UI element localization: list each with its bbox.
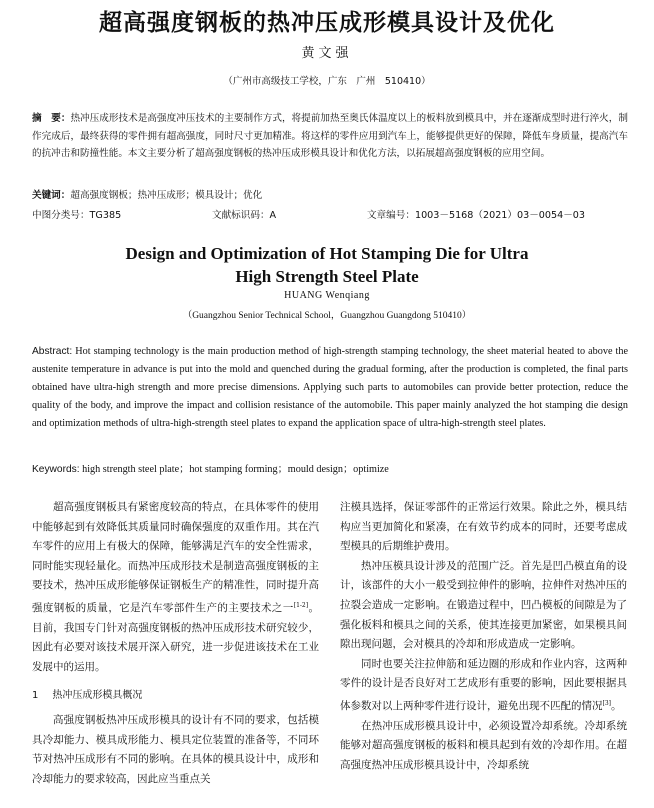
english-title	[0, 242, 654, 288]
right-continued-paragraph: 注模具选择，保证零部件的正常运行效果。除此之外，模具结构应当更加简化和紧凑，在有效节约成本的同时，还要考虑成型模具的后期维护费用。	[340, 501, 627, 553]
english-abstract-text: Hot stamping technology is the main production method of high-strength stamping technology, the sheet material heated to above the austenite temperature in advance is put into the mold and quenched during the gradual forming, after the production is completed, the final parts obtained have ultra-high strength and more precise dimensions. Applying such parts to automobiles can provide better protection, reduce the quality of the body, and improve the impact and collision resistance of the automobile. This paper mainly analyzed the hot stamping die design and optimization methods of ultra-high-strength steel plates to expand the application space of ultra-high-strength steel plates.	[32, 346, 629, 430]
clc-number: 中图分类号：TG385	[32, 210, 122, 221]
english-keywords	[32, 460, 628, 475]
chinese-title: 超高强度钢板的热冲压成形模具设计及优化	[99, 10, 555, 36]
section-heading-1	[32, 677, 319, 711]
chinese-author: 黄文强	[301, 46, 353, 61]
english-abstract	[32, 343, 628, 433]
section-number: 1	[32, 690, 39, 702]
chinese-abstract-text: 热冲压成形技术是高强度冲压技术的主要制作方式，将提前加热至奥氏体温度以上的板料放到模具中，并在逐渐成型时进行淬火，制作完成后，最终获得的零件拥有超高强度，同时尺寸更加精准。将这样的零件应用到汽车上，能够提供更好的保障，降低车身质量，提高汽车的抗冲击和防撞性能。本文主要分析了超高强度钢板的热冲压成形模具设计和优化方法，以拓展超高强度钢板的应用空间。	[32, 113, 628, 160]
english-abstract-label: Abstract:	[32, 346, 73, 357]
intro-text-tail: 。目前，我国专门针对高强度钢板的热冲压成形技术研究较少，因此有必要对该技术展开深入研究，进一步促进该技术在工业发展中的运用。	[32, 601, 319, 673]
drawbead-tail: 。	[611, 699, 622, 712]
section-title: 热冲压成形模具概况	[52, 690, 143, 702]
intro-paragraph	[32, 498, 319, 677]
citation-3: [3]	[602, 699, 611, 707]
document-code: 文献标识码：A	[212, 210, 277, 221]
citation-1-2: [1-2]	[293, 601, 309, 609]
chinese-abstract	[32, 110, 628, 163]
english-title-line1: Design and Optimization of Hot Stamping Die for Ultra	[125, 244, 529, 263]
english-author: HUANG Wenqiang	[284, 290, 370, 301]
drawbead-text: 同时也要关注拉伸筋和延边圈的形成和作业内容，这两种零件的设计是否良好对工艺成形有重要的影响，因此要根据具体参数对以上两种零件进行设计，避免出现不匹配的情况	[340, 657, 627, 712]
english-keywords-label: Keywords:	[32, 464, 80, 475]
english-keywords-text: high strength steel plate；hot stamping forming；mould design；optimize	[82, 464, 389, 475]
chinese-keywords-label: 关键词：	[32, 190, 71, 201]
english-affiliation: （Guangzhou Senior Technical School，Guangzhou Guangdong 510410）	[182, 311, 472, 321]
article-number: 文章编号：1003－5168（2021）03－0054－03	[367, 210, 586, 221]
chinese-keywords	[32, 187, 628, 201]
intro-text: 超高强度钢板具有紧密度较高的特点，在具体零件的使用中能够起到有效降低其质量同时确保强度的双重作用。其在汽车零件的应用上有极大的保障，能够满足汽车的安全性需求，同时能实现轻量化。而热冲压成形技术是制造高强度钢板的主要技术，热冲压成形能够保证钢板生产的精准性，同时提升高强度钢板的质量，它是汽车零部件生产的主要技术之一	[32, 501, 319, 614]
right-paragraph-cooling: 在热冲压成形模具设计中，必须设置冷却系统。冷却系统能够对超高强度钢板的板料和模具起到有效的冷却作用。在超高强度热冲压成形模具设计中，冷却系统	[340, 719, 627, 771]
chinese-affiliation: （广州市高级技工学校，广东 广州 510410）	[223, 76, 431, 87]
right-paragraph-drawbead	[340, 655, 627, 717]
body-left-column	[32, 498, 319, 789]
chinese-keywords-text: 超高强度钢板；热冲压成形；模具设计；优化	[70, 190, 263, 201]
body-right-column	[340, 498, 627, 775]
right-paragraph-die-design: 热冲压模具设计涉及的范围广泛。首先是凹凸模直角的设计，该部件的大小一般受到拉伸件的影响，拉伸件对热冲压的拉裂会造成一定影响。在锻造过程中，凹凸模板的间隙是为了强化板料和模具之间的关系，使其连接更加紧密，如果模具间隙出现问题，会对模具的冷却和形成造成一定影响。	[340, 559, 627, 651]
section1-paragraph: 高强度钢板热冲压成形模具的设计有不同的要求，包括模具冷却能力、模具成形能力、模具定位装置的准备等，不同环节对热冲压成形有不同的影响。在具体的模具设计中，成形和冷却能力的要求较高，因此应当重点关	[32, 713, 319, 785]
chinese-abstract-label: 摘 要：	[32, 113, 71, 124]
english-title-line2: High Strength Steel Plate	[235, 267, 419, 286]
